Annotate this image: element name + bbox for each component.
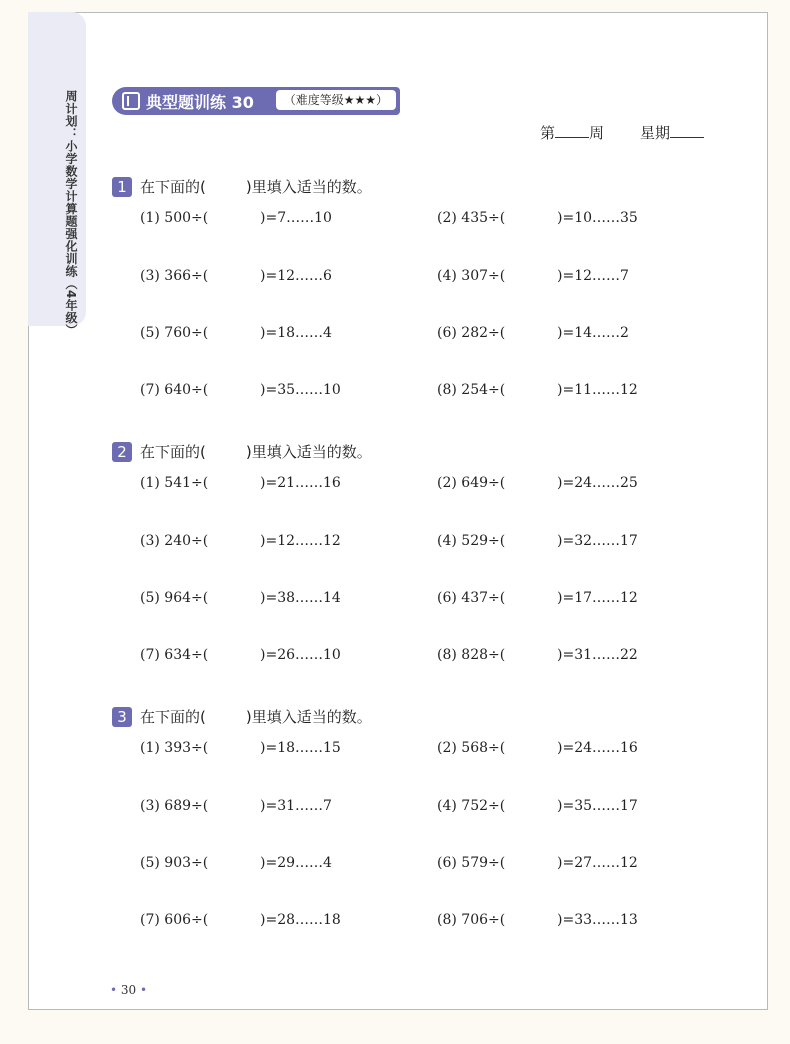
question-result: )=18……4	[260, 325, 332, 341]
question-dividend: (5) 903÷(	[140, 855, 209, 871]
section-instruction-end: )里填入适当的数。	[245, 708, 372, 726]
section-number-badge: 2	[112, 442, 132, 462]
question-result: )=27……12	[557, 855, 638, 871]
question-item	[140, 533, 341, 549]
section-number-badge: 1	[112, 177, 132, 197]
week-label: 周	[589, 124, 605, 142]
question-dividend: (2) 568÷(	[437, 740, 506, 756]
question-item	[437, 912, 638, 928]
section-heading	[112, 176, 372, 197]
question-item	[437, 590, 638, 606]
section-instruction-start: 在下面的(	[140, 178, 206, 196]
question-result: )=12……7	[557, 268, 629, 284]
question-dividend: (7) 634÷(	[140, 647, 209, 663]
question-item	[437, 533, 638, 549]
question-dividend: (6) 579÷(	[437, 855, 506, 871]
question-item	[140, 647, 341, 663]
question-result: )=12……12	[260, 533, 341, 549]
question-result: )=11……12	[557, 382, 638, 398]
question-dividend: (3) 366÷(	[140, 268, 209, 284]
question-dividend: (3) 689÷(	[140, 798, 209, 814]
question-item	[437, 210, 638, 226]
question-result: )=29……4	[260, 855, 332, 871]
question-dividend: (2) 649÷(	[437, 475, 506, 491]
question-dividend: (7) 640÷(	[140, 382, 209, 398]
question-item	[140, 740, 341, 756]
question-dividend: (8) 254÷(	[437, 382, 506, 398]
question-result: )=26……10	[260, 647, 341, 663]
question-dividend: (8) 828÷(	[437, 647, 506, 663]
question-item	[140, 475, 341, 491]
question-item	[437, 740, 638, 756]
section-instruction-end: )里填入适当的数。	[245, 443, 372, 461]
question-item	[140, 855, 332, 871]
question-result: )=32……17	[557, 533, 638, 549]
question-result: )=31……22	[557, 647, 638, 663]
title-banner	[112, 87, 400, 115]
book-icon	[122, 92, 140, 110]
question-result: )=24……25	[557, 475, 638, 491]
question-result: )=10……35	[557, 210, 638, 226]
question-dividend: (3) 240÷(	[140, 533, 209, 549]
question-result: )=33……13	[557, 912, 638, 928]
question-result: )=24……16	[557, 740, 638, 756]
question-item	[140, 798, 332, 814]
question-item	[140, 382, 341, 398]
section-number-badge: 3	[112, 707, 132, 727]
question-dividend: (4) 529÷(	[437, 533, 506, 549]
question-result: )=21……16	[260, 475, 341, 491]
question-dividend: (1) 393÷(	[140, 740, 209, 756]
section-instruction-start: 在下面的(	[140, 708, 206, 726]
question-item	[140, 268, 332, 284]
question-item	[437, 647, 638, 663]
section-heading	[112, 441, 372, 462]
question-item	[140, 210, 332, 226]
question-dividend: (1) 500÷(	[140, 210, 209, 226]
section-instruction-start: 在下面的(	[140, 443, 206, 461]
week-prefix: 第	[540, 124, 556, 142]
weekday-label: 星期	[640, 124, 671, 142]
week-line	[540, 122, 704, 143]
side-label: 周计划：小学数学计算题强化训练（4年级）	[64, 90, 78, 337]
question-item	[437, 475, 638, 491]
page-number: 30	[120, 983, 137, 997]
question-item	[437, 855, 638, 871]
question-dividend: (2) 435÷(	[437, 210, 506, 226]
question-result: )=31……7	[260, 798, 332, 814]
section-instruction-end: )里填入适当的数。	[245, 178, 372, 196]
question-result: )=28……18	[260, 912, 341, 928]
footer-dot-right: •	[140, 983, 148, 997]
question-result: )=38……14	[260, 590, 341, 606]
question-result: )=18……15	[260, 740, 341, 756]
question-dividend: (7) 606÷(	[140, 912, 209, 928]
section-heading	[112, 706, 372, 727]
question-dividend: (5) 760÷(	[140, 325, 209, 341]
week-blank	[555, 137, 589, 138]
question-item	[140, 912, 341, 928]
question-result: )=17……12	[557, 590, 638, 606]
question-dividend: (4) 752÷(	[437, 798, 506, 814]
question-item	[437, 798, 638, 814]
question-result: )=35……17	[557, 798, 638, 814]
question-dividend: (8) 706÷(	[437, 912, 506, 928]
question-dividend: (1) 541÷(	[140, 475, 209, 491]
question-item	[437, 268, 629, 284]
question-result: )=7……10	[260, 210, 332, 226]
question-result: )=14……2	[557, 325, 629, 341]
question-dividend: (4) 307÷(	[437, 268, 506, 284]
question-dividend: (6) 282÷(	[437, 325, 506, 341]
question-result: )=35……10	[260, 382, 341, 398]
footer-dot-left: •	[110, 983, 118, 997]
question-dividend: (5) 964÷(	[140, 590, 209, 606]
question-dividend: (6) 437÷(	[437, 590, 506, 606]
worksheet-page	[28, 12, 768, 1010]
weekday-blank	[670, 137, 704, 138]
question-item	[140, 325, 332, 341]
difficulty-badge: （难度等级★★★）	[276, 90, 396, 110]
question-item	[437, 382, 638, 398]
question-result: )=12……6	[260, 268, 332, 284]
question-item	[140, 590, 341, 606]
question-item	[437, 325, 629, 341]
page-footer	[110, 983, 147, 997]
page-title: 典型题训练 30	[146, 92, 254, 112]
